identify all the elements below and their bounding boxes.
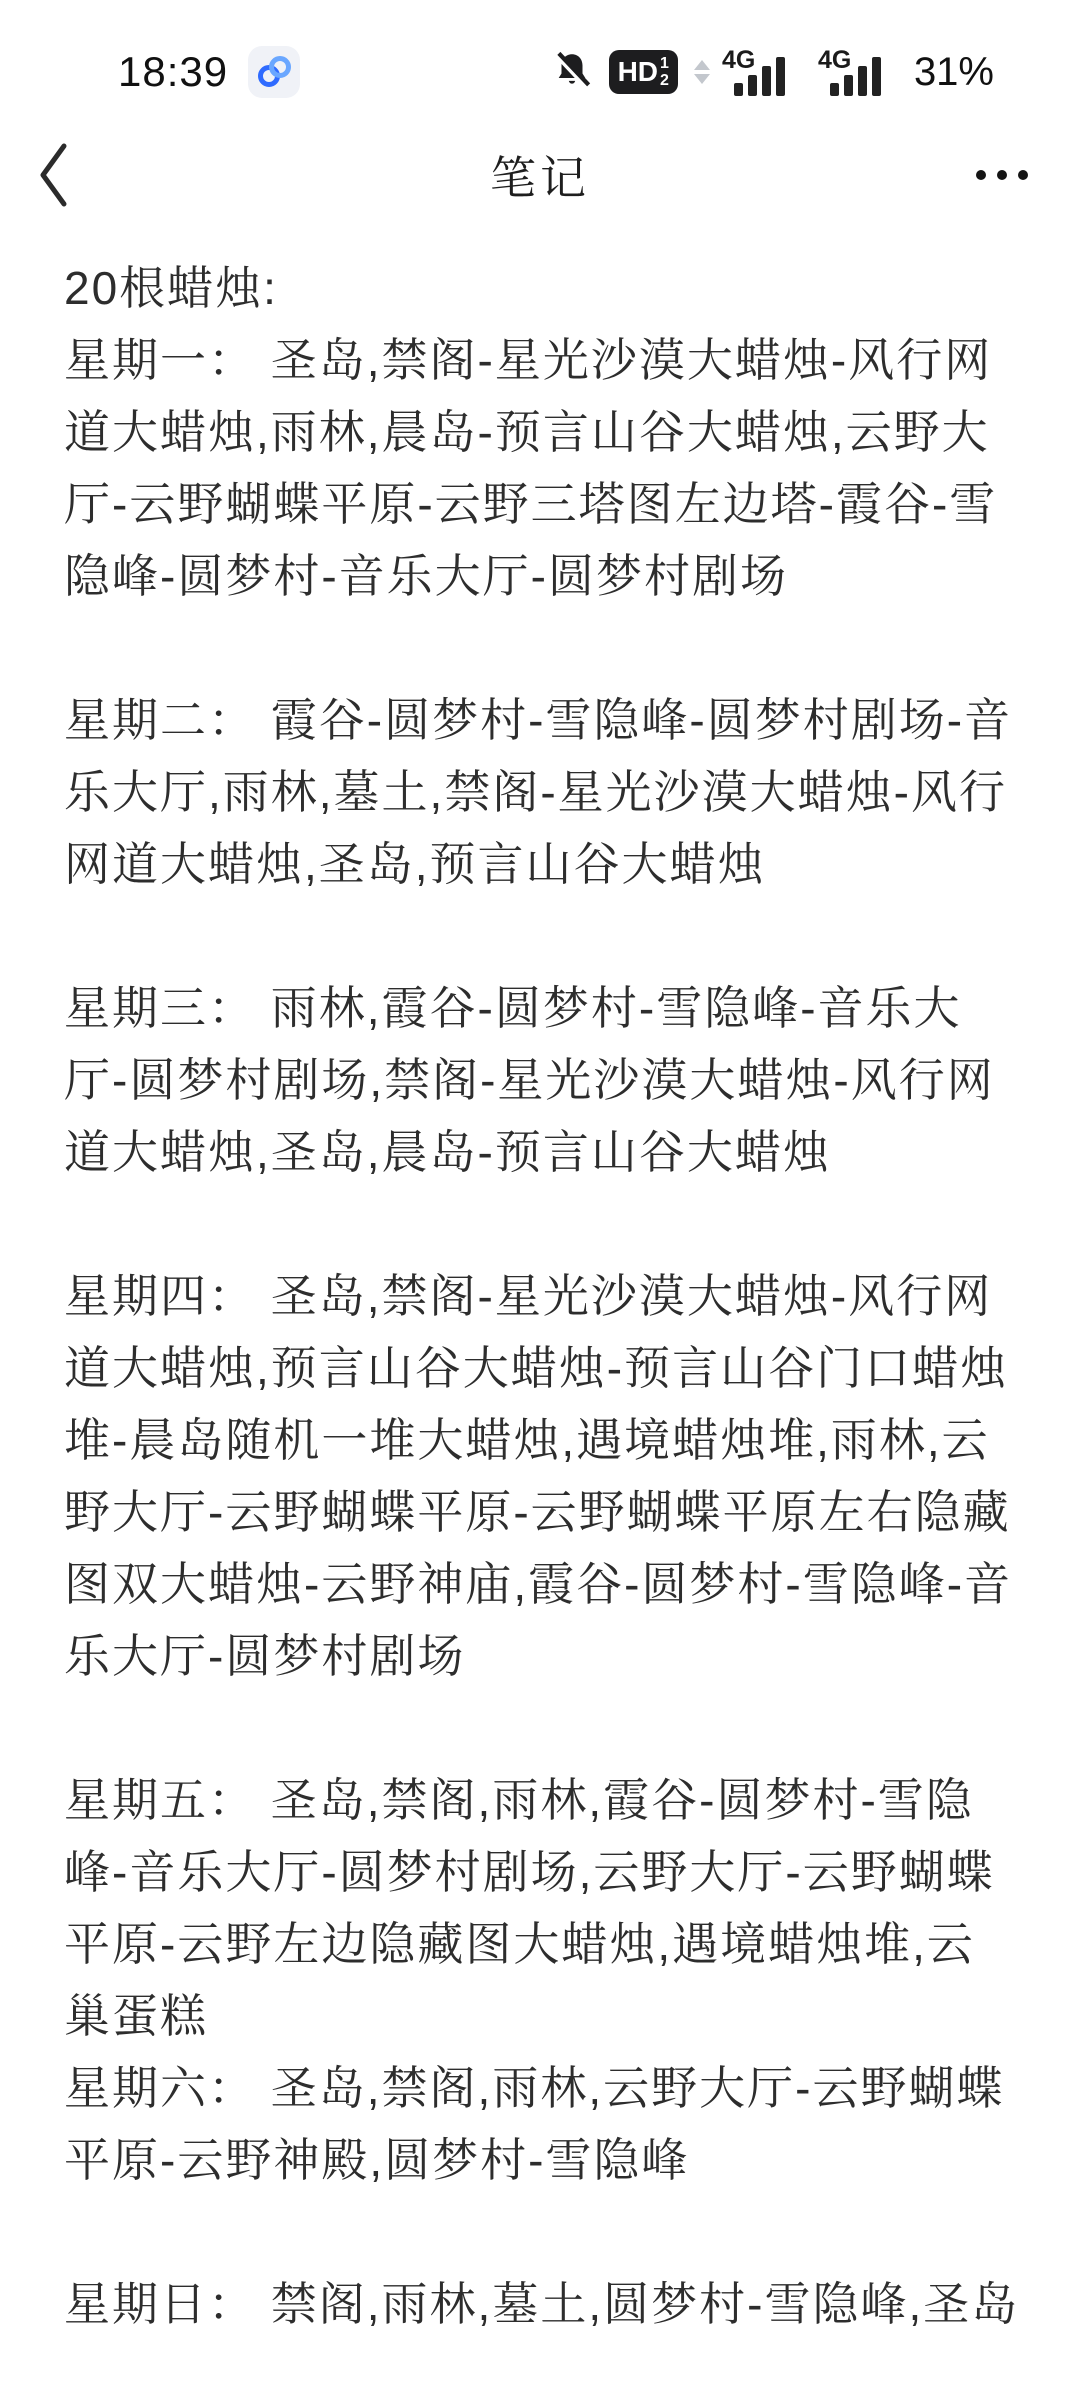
note-entry-星期五: 星期五： 圣岛,禁阁,雨林,霞谷-圆梦村-雪隐峰-音乐大厅-圆梦村剧场,云野大厅-云野蝴蝶平原-云野左边隐藏图大蜡烛,遇境蜡烛堆,云巢蛋糕	[64, 1774, 995, 2042]
page-title: 笔记	[490, 152, 590, 204]
note-editor[interactable]	[0, 230, 1080, 2340]
signal-bars-sim2: 4G	[818, 46, 898, 98]
signal-bars	[734, 57, 785, 96]
status-bar-right	[551, 46, 994, 98]
data-arrows-icon	[694, 60, 710, 84]
back-button[interactable]	[34, 140, 74, 210]
clock: 18:39	[118, 48, 229, 95]
note-entry-星期一: 星期一： 圣岛,禁阁-星光沙漠大蜡烛-风行网道大蜡烛,雨林,晨岛-预言山谷大蜡烛,云野大厅-云野蝴蝶平原-云野三塔图左边塔-霞谷-雪隐峰-圆梦村-音乐大厅-圆梦村剧场	[64, 334, 998, 602]
note-entry-星期日: 星期日： 禁阁,雨林,墓土,圆梦村-雪隐峰,圣岛	[64, 2278, 1020, 2330]
more-dots-icon	[1018, 170, 1028, 180]
signal-bars-sim1: 4G	[722, 46, 802, 98]
nav-bar	[0, 120, 1080, 230]
note-entry-星期四: 星期四： 圣岛,禁阁-星光沙漠大蜡烛-风行网道大蜡烛,预言山谷大蜡烛-预言山谷门口蜡烛堆-晨岛随机一堆大蜡烛,遇境蜡烛堆,雨林,云野大厅-云野蝴蝶平原-云野蝴蝶平原左右隐藏图双大蜡烛-云野神庙,霞谷-圆梦村-雪隐峰-音乐大厅-圆梦村剧场	[64, 1270, 1013, 1682]
note-entries	[64, 324, 1022, 2340]
note-entry-星期三: 星期三： 雨林,霞谷-圆梦村-雪隐峰-音乐大厅-圆梦村剧场,禁阁-星光沙漠大蜡烛-风行网道大蜡烛,圣岛,晨岛-预言山谷大蜡烛	[64, 982, 995, 1178]
status-bar	[0, 0, 1080, 120]
more-dots-icon	[997, 170, 1007, 180]
status-bar-left	[118, 46, 300, 98]
hd-volte-badge: HD 1 2	[609, 50, 678, 94]
more-menu-button[interactable]	[976, 156, 1028, 194]
hd-sim-numbers: 1 2	[660, 55, 669, 89]
signal-bars	[830, 57, 881, 96]
cloud-sync-icon	[248, 46, 300, 98]
more-dots-icon	[976, 170, 986, 180]
chevron-left-icon	[34, 140, 70, 210]
bell-muted-icon	[551, 49, 593, 96]
note-entry-星期二: 星期二： 霞谷-圆梦村-雪隐峰-圆梦村剧场-音乐大厅,雨林,墓土,禁阁-星光沙漠大蜡烛-风行网道大蜡烛,圣岛,预言山谷大蜡烛	[64, 694, 1013, 890]
battery-percentage: 31%	[913, 49, 994, 94]
note-heading: 20根蜡烛:	[64, 262, 278, 314]
note-entry-星期六: 星期六： 圣岛,禁阁,雨林,云野大厅-云野蝴蝶平原-云野神殿,圆梦村-雪隐峰	[64, 2062, 1005, 2186]
